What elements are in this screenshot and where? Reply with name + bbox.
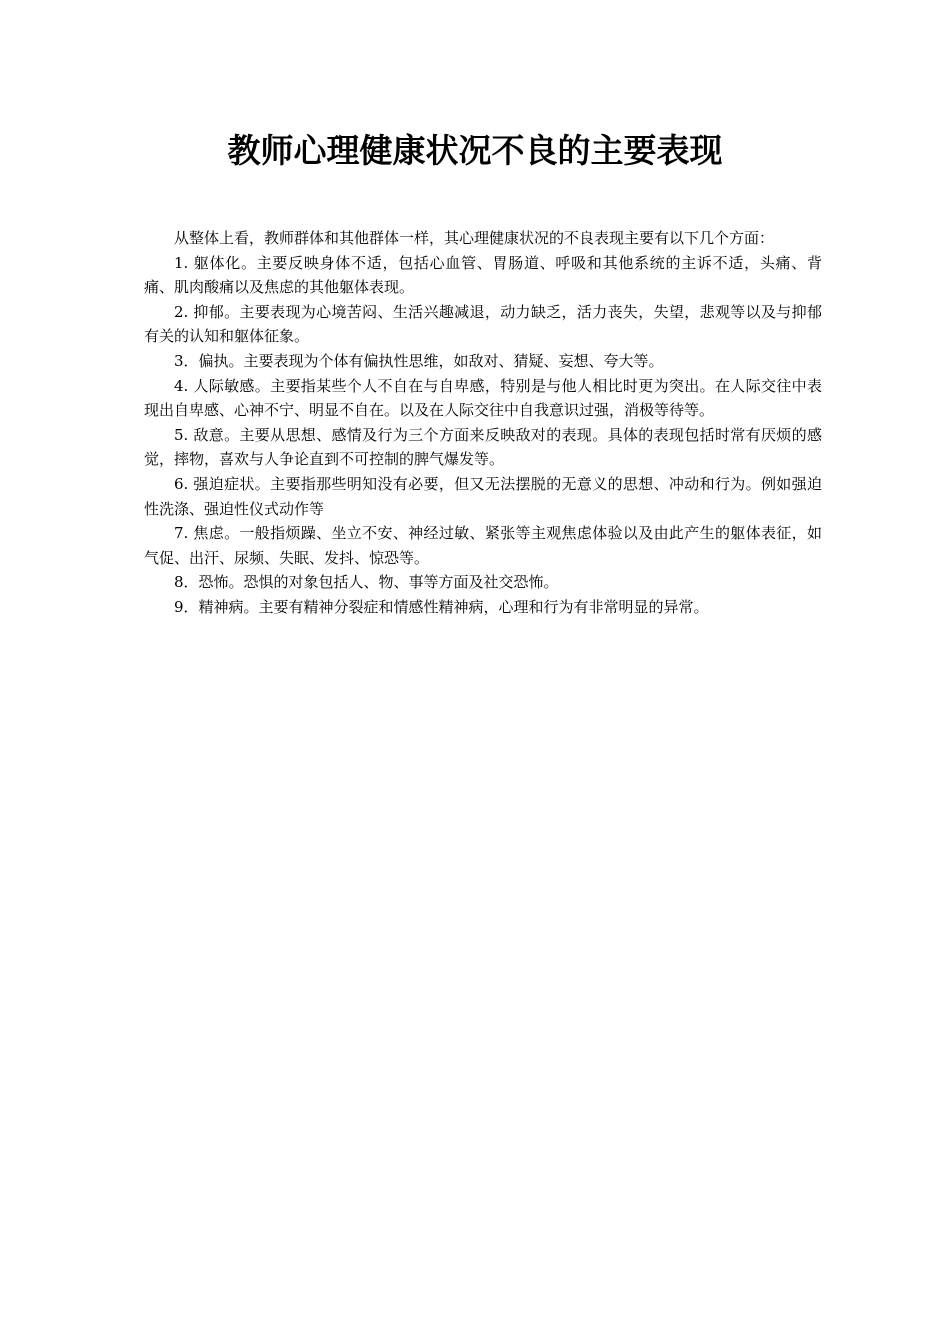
list-item: 5. 敌意。主要从思想、感情及行为三个方面来反映敌对的表现。具体的表现包括时常有厌烦的感觉，摔物，喜欢与人争论直到不可控制的脾气爆发等。 [144, 425, 822, 469]
list-item: 4. 人际敏感。主要指某些个人不自在与自卑感，特别是与他人相比时更为突出。在人际交往中表现出自卑感、心神不宁、明显不自在。以及在人际交往中自我意识过强，消极等待等。 [144, 376, 822, 420]
document-body [144, 226, 822, 620]
document-title: 教师心理健康状况不良的主要表现 [227, 131, 723, 170]
list-item: 1. 躯体化。主要反映身体不适，包括心血管、胃肠道、呼吸和其他系统的主诉不适，头痛、背痛、肌肉酸痛以及焦虑的其他躯体表现。 [144, 253, 822, 297]
list-item: 2. 抑郁。主要表现为心境苦闷、生活兴趣减退，动力缺乏，活力丧失，失望，悲观等以及与抑郁有关的认知和躯体征象。 [144, 302, 822, 346]
list-item: 9．精神病。主要有精神分裂症和情感性精神病，心理和行为有非常明显的异常。 [174, 597, 709, 616]
list-item: 7. 焦虑。一般指烦躁、坐立不安、神经过敏、紧张等主观焦虑体验以及由此产生的躯体表征，如气促、出汗、尿频、失眠、发抖、惊恐等。 [144, 524, 822, 567]
intro-paragraph: 从整体上看，教师群体和其他群体一样，其心理健康状况的不良表现主要有以下几个方面： [174, 229, 775, 247]
list-item: 8．恐怖。恐惧的对象包括人、物、事等方面及社交恐怖。 [174, 573, 559, 592]
list-item: 6. 强迫症状。主要指那些明知没有必要，但又无法摆脱的无意义的思想、冲动和行为。例如强迫性洗涤、强迫性仪式动作等 [144, 474, 822, 518]
list-item: 3．偏执。主要表现为个体有偏执性思维，如敌对、猜疑、妄想、夸大等。 [174, 351, 664, 370]
